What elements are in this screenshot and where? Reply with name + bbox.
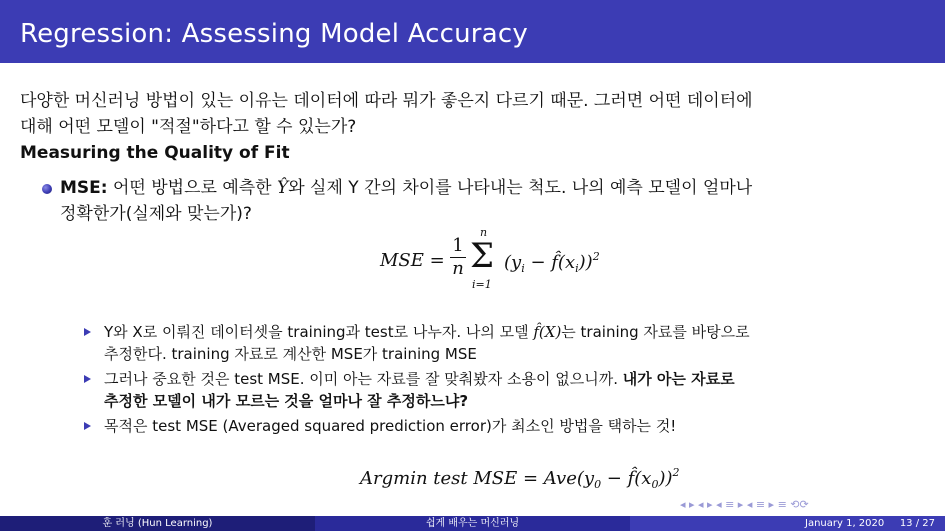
- triangle-bullet-icon: [84, 422, 91, 430]
- footer-right: [630, 516, 945, 531]
- sum-upper-limit: n: [480, 226, 488, 239]
- fraction: [450, 236, 466, 279]
- mse-bullet: [20, 175, 920, 227]
- bullet-text-c: 정확한가(실제와 맞는가)?: [60, 204, 252, 224]
- footer-author: 훈 러닝 (Hun Learning): [0, 516, 315, 531]
- fraction-numerator: 1: [452, 235, 464, 256]
- title-bar: [0, 0, 945, 63]
- bullet-text-a: 어떤 방법으로 예측한: [107, 178, 277, 198]
- intro-line-2: 대해 어떤 모델이 "적절"하다고 할 수 있는가?: [20, 117, 357, 137]
- slide-content: [20, 88, 920, 227]
- beamer-nav-controls[interactable]: ◂ ▸ ◂ ▸ ◂ ≡ ▸ ◂ ≡ ▸ ≡ ⟲⟳: [680, 498, 809, 511]
- sub-bullet-list: [80, 321, 900, 440]
- bullet-dot-icon: [42, 184, 52, 194]
- argmin-sub-0: 0: [594, 478, 602, 491]
- mse-formula: [380, 226, 640, 294]
- rhs-mid: − f̂(x: [524, 252, 576, 273]
- slide-title: Regression: Assessing Model Accuracy: [20, 19, 528, 49]
- sub-bullet-3-text: 목적은 test MSE (Averaged squared prediction error)가 최소인 방법을 택하는 것!: [104, 417, 677, 435]
- argmin-text-c: )): [658, 468, 673, 489]
- triangle-bullet-icon: [84, 328, 91, 336]
- bullet-text-b: 와 실제 Y 간의 차이를 나타내는 척도. 나의 예측 모델이 얼마나: [288, 178, 753, 198]
- argmin-formula: [360, 466, 679, 491]
- sub-bullet-3: [80, 415, 900, 437]
- sub-bullet-2-text-a: 그러나 중요한 것은 test MSE. 이미 아는 자료를 잘 맞춰봤자 소용이 없으니까.: [104, 370, 623, 388]
- sub-bullet-1-text-c: 추정한다. training 자료로 계산한 MSE가 training MSE: [104, 345, 477, 363]
- sub-bullet-2-bold-a: 내가 아는 자료로: [622, 370, 735, 388]
- intro-text: [20, 88, 920, 140]
- mse-label: MSE:: [60, 178, 108, 198]
- argmin-text-a: Argmin test MSE = Ave(y: [360, 468, 595, 489]
- rhs-close: )): [578, 252, 593, 273]
- sub-bullet-1-math: f̂(X): [533, 323, 562, 341]
- mse-rhs: [504, 250, 600, 275]
- rhs-sub-i2: i: [575, 262, 579, 275]
- sub-bullet-2-bold-b: 추정한 모델이 내가 모르는 것을 얼마나 잘 추정하느냐?: [104, 392, 469, 410]
- sub-bullet-1: [80, 321, 900, 365]
- triangle-bullet-icon: [84, 375, 91, 383]
- footer-page-number: 13 / 27: [899, 518, 935, 529]
- footer-date: January 1, 2020: [805, 518, 885, 529]
- section-title: Measuring the Quality of Fit: [20, 143, 290, 163]
- rhs-sub-i: i: [521, 262, 525, 275]
- argmin-sub-0b: 0: [651, 478, 659, 491]
- bullet-yhat: Ŷ: [277, 178, 289, 198]
- mse-lhs: MSE =: [380, 250, 445, 271]
- sum-lower-limit: i=1: [472, 278, 492, 291]
- argmin-text-b: − f̂(x: [601, 468, 652, 489]
- sub-bullet-1-text-a: Y와 X로 이뤄진 데이터셋을 training과 test로 나누자. 나의 모델: [104, 323, 534, 341]
- footer: [0, 516, 945, 531]
- fraction-denominator: n: [452, 258, 464, 279]
- rhs-open: (y: [504, 252, 522, 273]
- sigma-symbol: Σ: [470, 236, 495, 276]
- intro-line-1: 다양한 머신러닝 방법이 있는 이유는 데이터에 따라 뭐가 좋은지 다르기 때문. 그러면 어떤 데이터에: [20, 91, 753, 111]
- sub-bullet-2: [80, 368, 900, 412]
- argmin-power: 2: [672, 466, 680, 479]
- rhs-power: 2: [592, 250, 600, 263]
- footer-course: 쉽게 배우는 머신러닝: [315, 516, 630, 531]
- sub-bullet-1-text-b: 는 training 자료를 바탕으로: [561, 323, 750, 341]
